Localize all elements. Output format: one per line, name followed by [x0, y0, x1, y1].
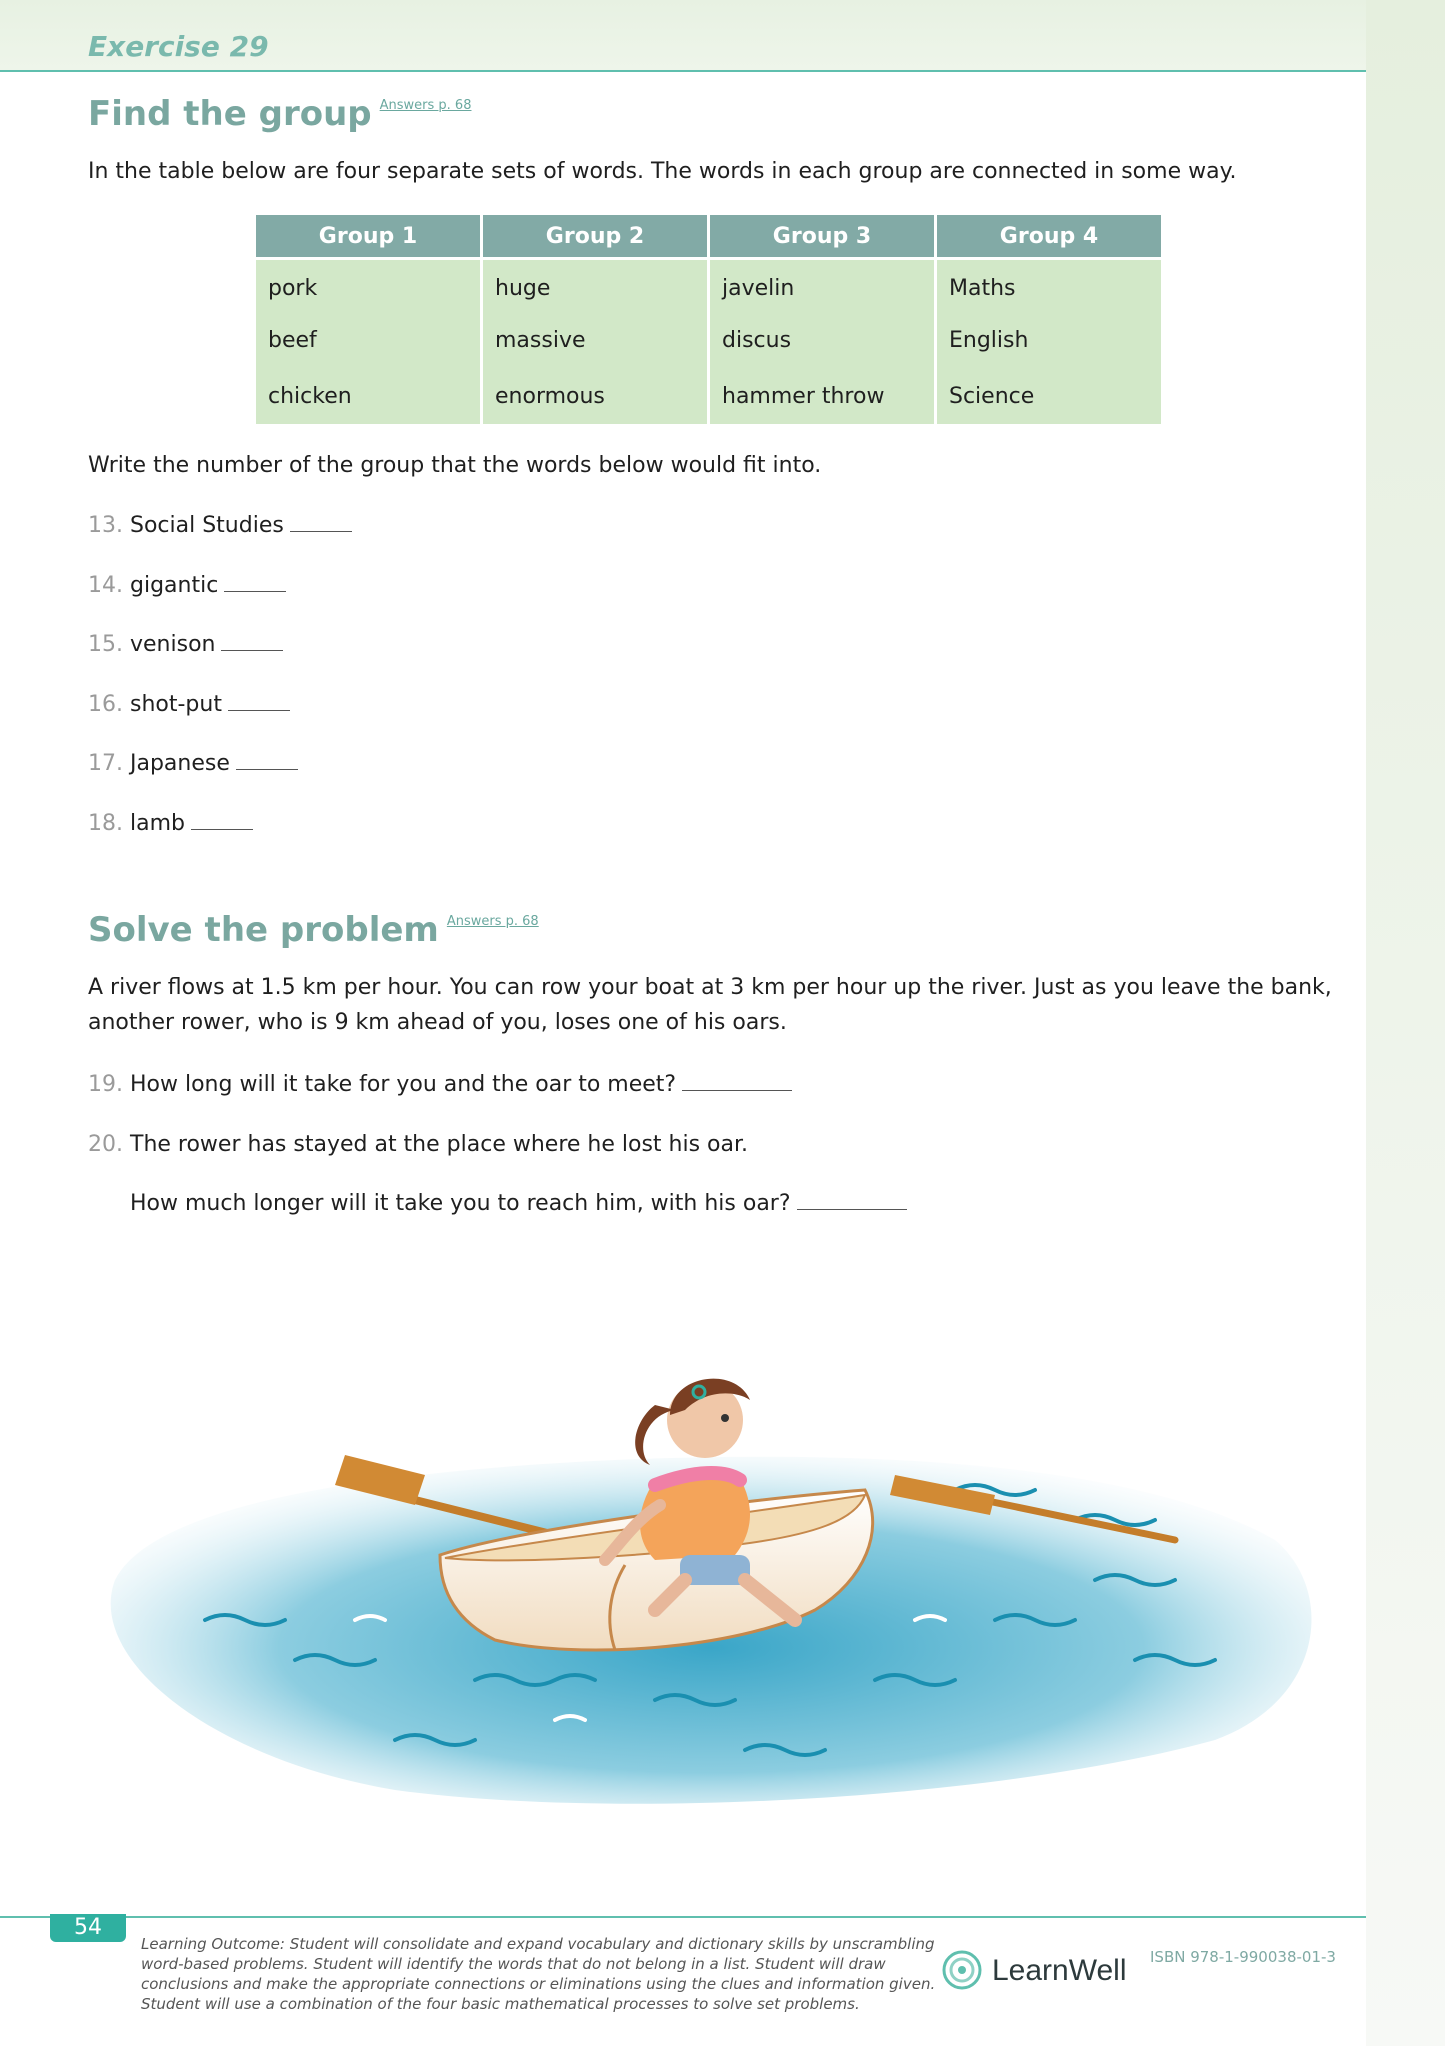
answer-blank[interactable] — [228, 709, 290, 711]
learning-outcome: Learning Outcome: Student will consolidate and expand vocabulary and dictionary skills by unscrambling word-based problems. Student will identify the words that do not belong in a list. Student will draw conclusions and make the appropriate connections or eliminations using the clues and information given. Student will use a combination of the four basic mathematical processes to solve set problems. — [141, 1935, 936, 2013]
table-row — [256, 257, 1161, 312]
answer-blank[interactable] — [290, 530, 352, 532]
table-cell: hammer throw — [710, 368, 934, 424]
brand-name: LearnWell — [992, 1954, 1127, 1987]
problem-text-line-1: A river flows at 1.5 km per hour. You can row your boat at 3 km per hour up the river. Just as you leave the bank, — [88, 975, 1332, 1000]
question-16 — [88, 692, 290, 717]
table-cell: Maths — [937, 257, 1161, 312]
table-row — [256, 312, 1161, 368]
problem-text-line-2: another rower, who is 9 km ahead of you, loses one of his oars. — [88, 1010, 787, 1035]
table-cell: pork — [256, 257, 480, 312]
question-number: 18. — [88, 811, 123, 836]
swirl-logo-icon — [940, 1948, 984, 1992]
question-text: shot-put — [130, 692, 222, 717]
table-cell: chicken — [256, 368, 480, 424]
page-number: 54 — [50, 1914, 126, 1942]
answers-link[interactable]: Answers p. 68 — [446, 914, 539, 929]
question-text: Japanese — [130, 751, 230, 776]
question-number: 13. — [88, 513, 123, 538]
table-cell: massive — [483, 312, 707, 368]
question-text: How much longer will it take you to reach him, with his oar? — [130, 1191, 791, 1216]
footer-divider — [0, 1916, 1366, 1918]
question-text: How long will it take for you and the oar to meet? — [130, 1072, 677, 1097]
section-title-text: Solve the problem — [88, 910, 439, 950]
side-band — [1366, 0, 1445, 2046]
intro-text: In the table below are four separate sets of words. The words in each group are connected in some way. — [88, 159, 1237, 184]
instruction-text: Write the number of the group that the words below would fit into. — [88, 453, 822, 478]
section-title-solve-the-problem — [88, 910, 539, 950]
question-18 — [88, 811, 253, 836]
question-13 — [88, 513, 352, 538]
question-number: 16. — [88, 692, 123, 717]
answer-blank[interactable] — [224, 590, 286, 592]
question-14 — [88, 573, 286, 598]
question-number: 15. — [88, 632, 123, 657]
table-cell: discus — [710, 312, 934, 368]
question-19 — [88, 1072, 792, 1097]
question-number: 17. — [88, 751, 123, 776]
section-title-text: Find the group — [88, 94, 372, 134]
table-header-cell: Group 4 — [937, 215, 1161, 257]
question-20-followup — [130, 1191, 907, 1216]
groups-table — [253, 215, 1164, 424]
question-number: 20. — [88, 1132, 123, 1157]
table-cell: enormous — [483, 368, 707, 424]
question-text: The rower has stayed at the place where he lost his oar. — [130, 1132, 748, 1157]
question-15 — [88, 632, 283, 657]
table-row — [256, 368, 1161, 424]
learnwell-logo — [940, 1948, 1140, 1996]
table-cell: English — [937, 312, 1161, 368]
answer-blank[interactable] — [221, 649, 283, 651]
table-header-cell: Group 2 — [483, 215, 707, 257]
question-text: venison — [130, 632, 216, 657]
header-divider — [0, 70, 1366, 72]
question-text: Social Studies — [130, 513, 284, 538]
table-cell: beef — [256, 312, 480, 368]
girl-rowing-boat-illustration — [95, 1320, 1355, 1840]
question-17 — [88, 751, 298, 776]
question-20 — [88, 1132, 748, 1157]
isbn: ISBN 978-1-990038-01-3 — [1150, 1948, 1336, 1966]
exercise-title: Exercise 29 — [88, 30, 269, 63]
section-title-find-the-group — [88, 94, 471, 134]
question-text: lamb — [130, 811, 185, 836]
answer-blank[interactable] — [236, 768, 298, 770]
table-cell: Science — [937, 368, 1161, 424]
table-cell: javelin — [710, 257, 934, 312]
question-number: 19. — [88, 1072, 123, 1097]
answer-blank[interactable] — [797, 1208, 907, 1210]
question-text: gigantic — [130, 573, 219, 598]
table-header-cell: Group 3 — [710, 215, 934, 257]
answer-blank[interactable] — [191, 828, 253, 830]
answer-blank[interactable] — [682, 1089, 792, 1091]
question-number: 14. — [88, 573, 123, 598]
answers-link[interactable]: Answers p. 68 — [379, 98, 472, 113]
table-cell: huge — [483, 257, 707, 312]
table-header-cell: Group 1 — [256, 215, 480, 257]
